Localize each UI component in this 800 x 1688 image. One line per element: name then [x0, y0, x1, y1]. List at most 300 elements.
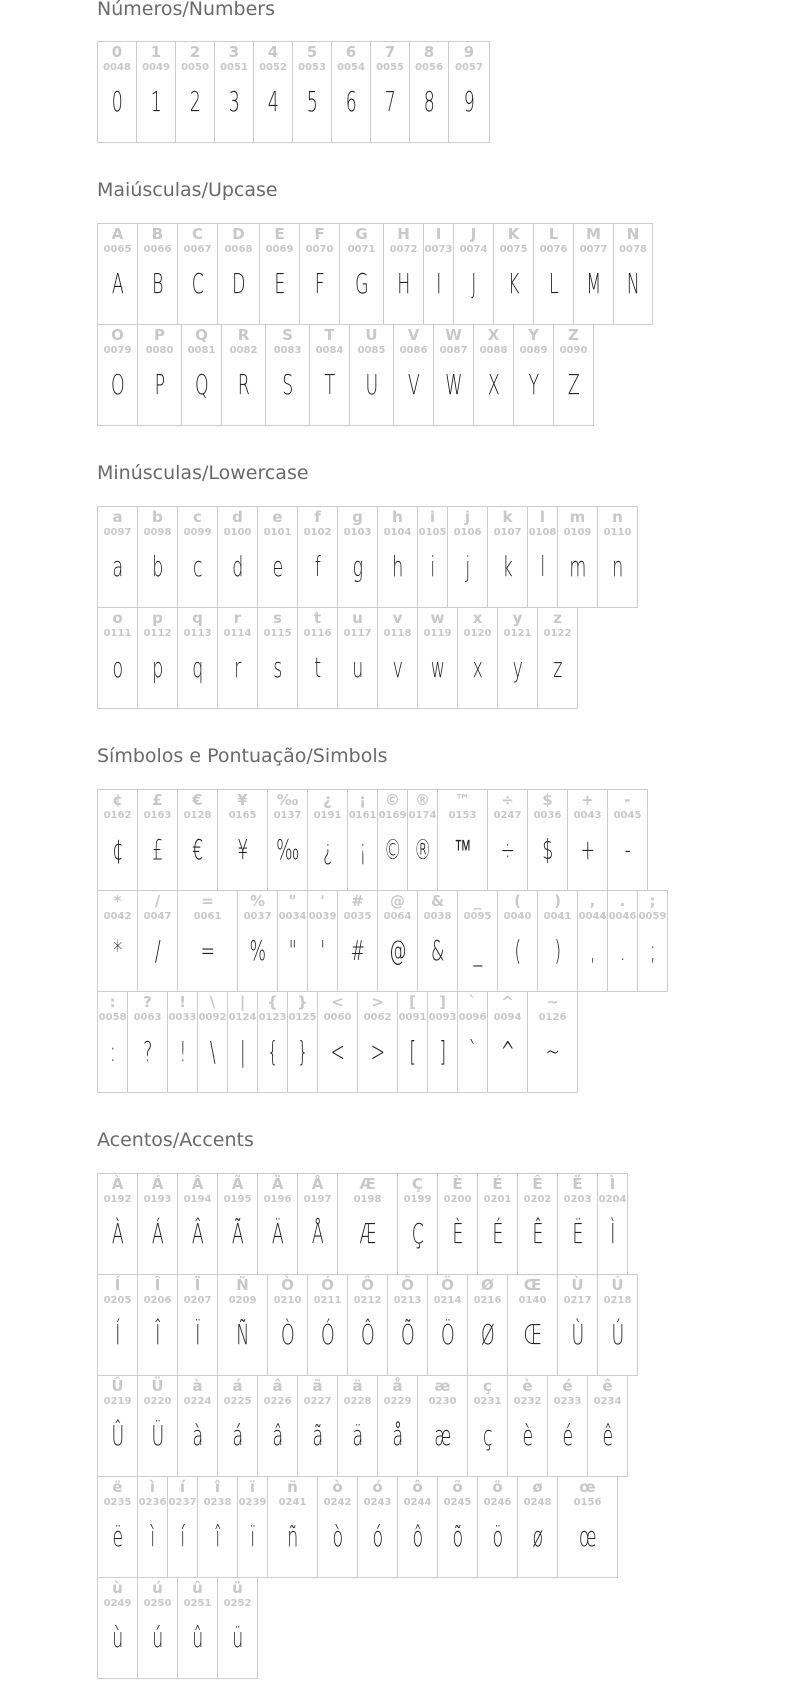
glyph-sample: V: [407, 368, 420, 401]
glyph-cell: [175, 41, 215, 143]
glyph-cell: [427, 1274, 468, 1376]
glyph-label: *: [113, 892, 122, 910]
glyph-cell: [137, 1375, 178, 1477]
glyph-code: 0099: [183, 527, 212, 538]
glyph-code: 0161: [348, 810, 377, 821]
glyph-cell: [221, 324, 266, 426]
glyph-cell: [487, 506, 528, 608]
glyph-sample: C: [191, 267, 204, 300]
glyph-code: 0122: [543, 628, 572, 639]
glyph-label: #: [351, 892, 364, 910]
glyph-cell: [337, 506, 378, 608]
glyph-sample: -: [624, 833, 631, 866]
glyph-label: Ó: [321, 1276, 334, 1294]
glyph-label: @: [390, 892, 405, 910]
glyph-cell: [237, 890, 278, 992]
glyph-code: 0090: [559, 345, 588, 356]
glyph-sample: Ï: [195, 1318, 200, 1351]
glyph-cell: [347, 789, 378, 891]
glyph-cell: [217, 1375, 258, 1477]
glyph-label: ®: [415, 791, 430, 809]
section-title: Símbolos e Pontuação/Simbols: [97, 745, 388, 767]
glyph-cell: [177, 1274, 218, 1376]
glyph-cell: [437, 789, 488, 891]
glyph-code: 0076: [539, 244, 568, 255]
glyph-sample: u: [352, 651, 363, 684]
glyph-cell: [307, 1274, 348, 1376]
glyph-label: ü: [232, 1579, 243, 1597]
glyph-code: 0075: [499, 244, 528, 255]
glyph-cell: [637, 890, 668, 992]
glyph-cell: [136, 41, 176, 143]
glyph-cell: [457, 890, 498, 992]
glyph-sample: ¥: [237, 833, 248, 866]
glyph-label: E: [274, 225, 285, 243]
glyph-label: £: [152, 791, 163, 809]
glyph-label: À: [111, 1175, 124, 1193]
glyph-label: %: [249, 892, 266, 910]
glyph-sample: œ: [578, 1520, 597, 1553]
glyph-cell: [607, 789, 648, 891]
glyph-sample: j: [465, 550, 470, 583]
glyph-label: K: [507, 225, 520, 243]
glyph-label: 1: [150, 43, 162, 61]
glyph-label: î: [214, 1478, 221, 1496]
glyph-code: 0066: [143, 244, 172, 255]
glyph-sample: *: [113, 934, 122, 967]
glyph-sample: `: [468, 1035, 477, 1068]
glyph-code: 0044: [578, 911, 607, 922]
glyph-code: 0101: [263, 527, 292, 538]
glyph-code: 0104: [383, 527, 412, 538]
glyph-sample: ): [554, 934, 561, 967]
glyph-sample: ì: [150, 1520, 155, 1553]
glyph-code: 0212: [353, 1295, 382, 1306]
glyph-label: Ï: [194, 1276, 201, 1294]
glyph-sample: A: [111, 267, 124, 300]
glyph-label: 2: [189, 43, 201, 61]
glyph-cell: [177, 1375, 218, 1477]
glyph-code: 0123: [258, 1012, 287, 1023]
glyph-label: Ü: [151, 1377, 164, 1395]
glyph-label: v: [392, 609, 403, 627]
glyph-cell: [167, 1476, 198, 1578]
glyph-code: 0084: [315, 345, 344, 356]
glyph-cell: [448, 41, 490, 143]
glyph-cell: [597, 1173, 628, 1275]
glyph-cell: [427, 991, 458, 1093]
glyph-code: 0093: [428, 1012, 457, 1023]
glyph-label: r: [233, 609, 242, 627]
glyph-cell: [97, 1476, 138, 1578]
glyph-label: n: [612, 508, 623, 526]
glyph-sample: h: [392, 550, 403, 583]
glyph-cell: [553, 324, 594, 426]
glyph-cell: [527, 506, 558, 608]
glyph-cell: [287, 991, 318, 1093]
glyph-sample: H: [397, 267, 410, 300]
glyph-cell: [437, 1173, 478, 1275]
glyph-label: Œ: [523, 1276, 542, 1294]
glyph-code: 0110: [603, 527, 632, 538]
glyph-code: 0077: [579, 244, 608, 255]
glyph-sample: 6: [345, 85, 357, 118]
glyph-label: Ø: [481, 1276, 494, 1294]
glyph-cell: [177, 789, 218, 891]
glyph-code: 0198: [353, 1194, 382, 1205]
glyph-sample: D: [232, 267, 245, 300]
glyph-label: [: [409, 993, 416, 1011]
glyph-code: 0106: [453, 527, 482, 538]
glyph-code: 0213: [393, 1295, 422, 1306]
glyph-cell: [277, 890, 308, 992]
glyph-sample: 0: [111, 85, 123, 118]
glyph-sample: <: [330, 1035, 345, 1068]
glyph-code: 0206: [143, 1295, 172, 1306]
glyph-label: ]: [439, 993, 446, 1011]
glyph-code: 0220: [143, 1396, 172, 1407]
glyph-code: 0046: [608, 911, 637, 922]
glyph-label: Z: [568, 326, 579, 344]
glyph-cell: [257, 1375, 298, 1477]
glyph-cell: [397, 1173, 438, 1275]
glyph-label: P: [154, 326, 165, 344]
glyph-label: <: [331, 993, 344, 1011]
glyph-sample: +: [580, 833, 595, 866]
glyph-label: L: [548, 225, 559, 243]
glyph-sample: ‰: [276, 833, 299, 866]
glyph-cell: [309, 324, 350, 426]
glyph-cell: [487, 991, 528, 1093]
glyph-code: 0248: [523, 1497, 552, 1508]
glyph-cell: [217, 223, 260, 325]
glyph-sample: å: [392, 1419, 403, 1452]
glyph-cell: [137, 1577, 178, 1679]
glyph-label: Ö: [441, 1276, 454, 1294]
glyph-cell: [397, 1476, 438, 1578]
glyph-cell: [297, 506, 338, 608]
glyph-sample: E: [274, 267, 285, 300]
glyph-label: t: [313, 609, 322, 627]
glyph-code: 0068: [224, 244, 253, 255]
glyph-code: 0235: [103, 1497, 132, 1508]
glyph-cell: [573, 223, 614, 325]
glyph-code: 0225: [223, 1396, 252, 1407]
glyph-label: à: [192, 1377, 203, 1395]
glyph-label: j: [464, 508, 471, 526]
glyph-code: 0041: [543, 911, 572, 922]
glyph-label: :: [109, 993, 116, 1011]
glyph-code: 0073: [424, 244, 453, 255]
glyph-sample: !: [179, 1035, 186, 1068]
glyph-cell: [473, 324, 514, 426]
glyph-label: ™: [455, 791, 470, 809]
glyph-sample: é: [562, 1419, 573, 1452]
glyph-sample: Ø: [480, 1318, 495, 1351]
glyph-code: 0091: [398, 1012, 427, 1023]
glyph-cell: [137, 890, 178, 992]
glyph-sample: \: [209, 1035, 216, 1068]
glyph-sample: [: [409, 1035, 416, 1068]
glyph-cell: [409, 41, 449, 143]
glyph-cell: [292, 41, 332, 143]
glyph-cell: [197, 1476, 238, 1578]
glyph-code: 0049: [142, 62, 170, 73]
glyph-cell: [597, 506, 638, 608]
glyph-label: 6: [345, 43, 357, 61]
glyph-sample: c: [193, 550, 202, 583]
glyph-label: Ò: [281, 1276, 294, 1294]
glyph-cell: [383, 223, 424, 325]
glyph-sample: L: [548, 267, 559, 300]
glyph-cell: [267, 789, 308, 891]
glyph-code: 0083: [273, 345, 302, 356]
glyph-sample: d: [232, 550, 243, 583]
glyph-code: 0087: [439, 345, 468, 356]
glyph-sample: 9: [463, 85, 475, 118]
glyph-code: 0094: [493, 1012, 522, 1023]
glyph-code: 0162: [103, 810, 132, 821]
glyph-cell: [267, 1476, 318, 1578]
glyph-sample: 8: [423, 85, 435, 118]
glyph-code: 0070: [305, 244, 334, 255]
glyph-code: 0072: [389, 244, 418, 255]
glyph-cell: [607, 890, 638, 992]
glyph-cell: [97, 1577, 138, 1679]
glyph-cell: [97, 1375, 138, 1477]
glyph-cell: [257, 991, 288, 1093]
glyph-label: (: [514, 892, 521, 910]
glyph-sample: =: [200, 934, 215, 967]
glyph-label: V: [407, 326, 420, 344]
glyph-code: 0047: [143, 911, 172, 922]
glyph-sample: ï: [250, 1520, 255, 1553]
glyph-cell: [457, 607, 498, 709]
glyph-sample: 4: [267, 85, 279, 118]
glyph-code: 0035: [343, 911, 372, 922]
glyph-code: 0120: [463, 628, 492, 639]
glyph-label: z: [553, 609, 562, 627]
glyph-sample: p: [152, 651, 163, 684]
glyph-code: 0237: [168, 1497, 197, 1508]
glyph-label: >: [371, 993, 384, 1011]
glyph-sample: Ä: [271, 1217, 284, 1250]
glyph-code: 0247: [493, 810, 522, 821]
glyph-sample: Ó: [320, 1318, 335, 1351]
glyph-code: 0242: [323, 1497, 352, 1508]
glyph-code: 0056: [415, 62, 443, 73]
glyph-label: Ì: [609, 1175, 616, 1193]
glyph-cell: [613, 223, 653, 325]
glyph-cell: [137, 324, 182, 426]
glyph-label: 7: [384, 43, 396, 61]
glyph-code: 0108: [528, 527, 557, 538]
glyph-code: 0207: [183, 1295, 212, 1306]
glyph-code: 0095: [463, 911, 492, 922]
glyph-label: q: [192, 609, 203, 627]
glyph-sample: ?: [143, 1035, 152, 1068]
glyph-cell: [177, 1577, 218, 1679]
glyph-sample: F: [314, 267, 325, 300]
glyph-label: !: [179, 993, 186, 1011]
glyph-code: 0163: [143, 810, 172, 821]
glyph-sample: €: [192, 833, 203, 866]
glyph-code: 0211: [313, 1295, 342, 1306]
glyph-sample: R: [237, 368, 250, 401]
glyph-label: Y: [528, 326, 539, 344]
glyph-cell: [557, 506, 598, 608]
glyph-code: 0210: [273, 1295, 302, 1306]
glyph-label: Õ: [401, 1276, 414, 1294]
glyph-code: 0038: [423, 911, 452, 922]
glyph-label: |: [239, 993, 246, 1011]
glyph-label: i: [429, 508, 436, 526]
glyph-code: 0065: [103, 244, 132, 255]
glyph-label: e: [272, 508, 283, 526]
glyph-cell: [177, 607, 218, 709]
glyph-label: ¡: [359, 791, 366, 809]
glyph-label: B: [151, 225, 164, 243]
glyph-label: Ë: [572, 1175, 583, 1193]
glyph-label: ø: [532, 1478, 543, 1496]
glyph-code: 0037: [243, 911, 272, 922]
glyph-label: _: [473, 892, 482, 910]
glyph-label: Ê: [532, 1175, 543, 1193]
glyph-sample: è: [522, 1419, 533, 1452]
glyph-code: 0231: [473, 1396, 502, 1407]
glyph-code: 0137: [273, 810, 302, 821]
glyph-label: ä: [352, 1377, 363, 1395]
glyph-sample: Ã: [231, 1217, 244, 1250]
glyph-label: é: [562, 1377, 573, 1395]
glyph-label: s: [273, 609, 282, 627]
glyph-code: 0243: [363, 1497, 392, 1508]
glyph-sample: v: [392, 651, 403, 684]
glyph-sample: w: [430, 651, 445, 684]
glyph-sample: î: [215, 1520, 220, 1553]
glyph-sample: $: [542, 833, 553, 866]
glyph-cell: [97, 991, 128, 1093]
glyph-sample: Â: [191, 1217, 204, 1250]
glyph-cell: [307, 890, 338, 992]
glyph-sample: T: [324, 368, 335, 401]
glyph-label: ?: [143, 993, 152, 1011]
glyph-label: Ô: [361, 1276, 374, 1294]
glyph-code: 0063: [133, 1012, 162, 1023]
glyph-cell: [507, 1375, 548, 1477]
glyph-code: 0195: [223, 1194, 252, 1205]
glyph-cell: [417, 890, 458, 992]
glyph-cell: [197, 991, 228, 1093]
glyph-code: 0119: [423, 628, 452, 639]
glyph-label: a: [112, 508, 123, 526]
glyph-cell: [497, 890, 538, 992]
glyph-code: 0165: [228, 810, 257, 821]
glyph-code: 0216: [473, 1295, 502, 1306]
glyph-label: {: [267, 993, 278, 1011]
glyph-label: .: [619, 892, 626, 910]
glyph-label: 9: [463, 43, 475, 61]
glyph-cell: [137, 223, 178, 325]
glyph-label: y: [512, 609, 523, 627]
glyph-cell: [513, 324, 554, 426]
glyph-sample: t: [314, 651, 321, 684]
glyph-sample: Y: [528, 368, 539, 401]
glyph-sample: &: [431, 934, 444, 967]
glyph-sample: Ç: [411, 1217, 424, 1250]
glyph-code: 0115: [263, 628, 292, 639]
glyph-sample: Ù: [571, 1318, 584, 1351]
glyph-sample: >: [370, 1035, 385, 1068]
glyph-cell: [137, 1173, 178, 1275]
glyph-label: /: [154, 892, 161, 910]
glyph-sample: N: [626, 267, 640, 300]
glyph-cell: [423, 223, 454, 325]
glyph-label: X: [487, 326, 500, 344]
glyph-label: õ: [452, 1478, 463, 1496]
glyph-sample: I: [436, 267, 441, 300]
glyph-label: }: [297, 993, 308, 1011]
glyph-label: Ñ: [236, 1276, 249, 1294]
glyph-label: ¥: [237, 791, 248, 809]
glyph-code: 0045: [613, 810, 642, 821]
glyph-sample: ;: [649, 934, 656, 967]
glyph-sample: x: [472, 651, 483, 684]
glyph-code: 0194: [183, 1194, 212, 1205]
glyph-code: 0060: [323, 1012, 352, 1023]
glyph-label: Ã: [231, 1175, 244, 1193]
glyph-code: 0191: [313, 810, 342, 821]
glyph-sample: ô: [412, 1520, 423, 1553]
glyph-sample: Ú: [611, 1318, 624, 1351]
glyph-code: 0126: [538, 1012, 567, 1023]
glyph-code: 0214: [433, 1295, 462, 1306]
glyph-sample: Ü: [151, 1419, 164, 1452]
glyph-cell: [137, 1274, 178, 1376]
glyph-sample: q: [192, 651, 203, 684]
glyph-cell: [331, 41, 371, 143]
glyph-cell: [317, 991, 358, 1093]
glyph-cell: [477, 1476, 518, 1578]
glyph-cell: [467, 1375, 508, 1477]
glyph-code: 0079: [103, 345, 132, 356]
glyph-sample: l: [540, 550, 545, 583]
glyph-code: 0067: [183, 244, 212, 255]
glyph-label: œ: [579, 1478, 596, 1496]
glyph-sample: ™: [454, 833, 471, 866]
glyph-code: 0230: [428, 1396, 457, 1407]
glyph-code: 0071: [347, 244, 376, 255]
glyph-sample: %: [249, 934, 266, 967]
glyph-label: 5: [306, 43, 318, 61]
glyph-sample: 2: [189, 85, 201, 118]
glyph-code: 0199: [403, 1194, 432, 1205]
glyph-code: 0085: [357, 345, 386, 356]
glyph-cell: [547, 1375, 588, 1477]
glyph-cell: [227, 991, 258, 1093]
glyph-cell: [214, 41, 254, 143]
glyph-code: 0218: [603, 1295, 632, 1306]
glyph-cell: [337, 607, 378, 709]
glyph-cell: [537, 890, 578, 992]
glyph-cell: [437, 1476, 478, 1578]
glyph-code: 0205: [103, 1295, 132, 1306]
glyph-sample: ê: [602, 1419, 613, 1452]
glyph-label: Í: [114, 1276, 121, 1294]
glyph-sample: Û: [111, 1419, 124, 1452]
glyph-cell: [97, 789, 138, 891]
glyph-cell: [527, 789, 568, 891]
